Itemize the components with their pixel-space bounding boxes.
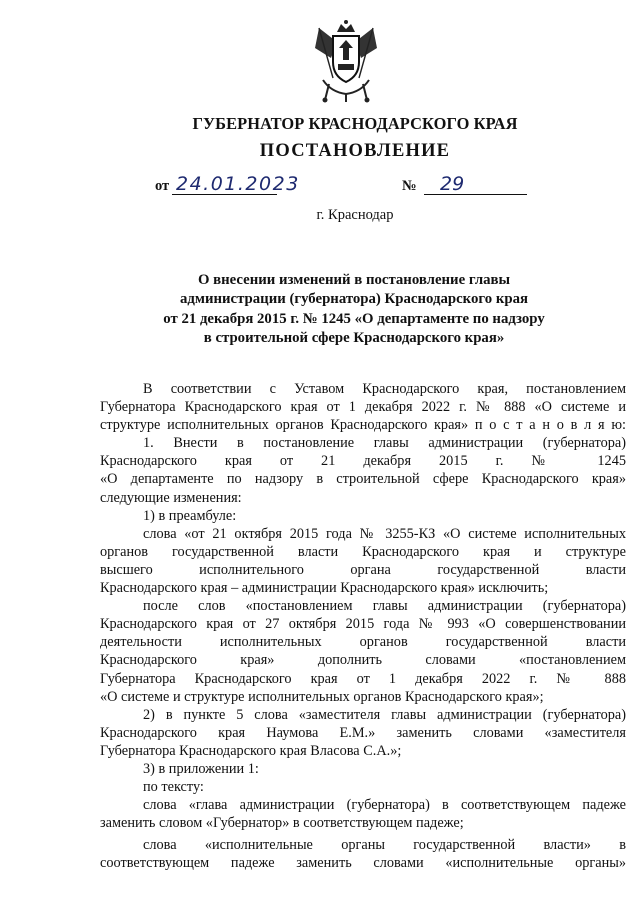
document-title — [130, 271, 578, 348]
number-label: № — [402, 178, 417, 194]
body-line: Губернатора Краснодарского края от 1 декабря 2022 г. № 888 — [100, 670, 626, 687]
body-line: Краснодарского края от 21 декабря 2015 г. № 1245 — [100, 453, 626, 470]
body-line: соответствующем падеже заменить словами «исполнительные органы» — [100, 855, 626, 872]
body-line: деятельности исполнительных органов государственной власти — [100, 634, 626, 651]
body-line: 2) в пункте 5 слова «заместителя главы администрации (губернатора) — [143, 706, 626, 723]
body-line: слова «исполнительные органы государственной власти» в — [143, 837, 626, 854]
body-line: «О системе и структуре исполнительных органов Краснодарского края»; — [100, 688, 544, 705]
body-line: слова «от 21 октября 2015 года № 3255-КЗ «О системе исполнительных — [143, 525, 626, 542]
body-line: Краснодарского края – администрации Краснодарского края» исключить; — [100, 580, 549, 597]
body-line: 3) в приложении 1: — [143, 760, 259, 777]
body-line: высшего исполнительного органа государственной власти — [100, 561, 626, 578]
document-body — [100, 380, 626, 873]
body-line: по тексту: — [143, 779, 204, 796]
body-line: следующие изменения: — [100, 489, 242, 506]
body-line: Губернатора Краснодарского края Власова С.А.»; — [100, 742, 402, 759]
body-line: слова «глава администрации (губернатора) в соответствующем падеже — [143, 797, 626, 814]
body-line: Краснодарского края Наумова Е.М.» заменить словами «заместителя — [100, 724, 626, 741]
body-line: 1. Внести в постановление главы администрации (губернатора) — [143, 435, 626, 452]
date-label: от — [155, 178, 170, 194]
issuing-authority: ГУБЕРНАТОР КРАСНОДАРСКОГО КРАЯ — [192, 114, 518, 133]
title-line: от 21 декабря 2015 г. № 1245 «О департаменте по надзору — [163, 310, 545, 327]
title-line: администрации (губернатора) Краснодарского края — [179, 291, 528, 308]
body-line: «О департаменте по надзору в строительной сфере Краснодарского края» — [100, 471, 626, 488]
coat-of-arms-icon — [311, 18, 381, 104]
title-line: О внесении изменений в постановление главы — [197, 272, 511, 288]
body-line: Краснодарского края от 27 октября 2015 года № 993 «О совершенствовании — [100, 616, 626, 633]
document-number: 29 — [440, 173, 465, 195]
body-line: органов государственной власти Краснодарского края и структуре — [100, 543, 626, 560]
title-line: в строительной сфере Краснодарского края» — [203, 329, 505, 346]
document-date: 24.01.2023 — [176, 173, 300, 195]
body-line: В соответствии с Уставом Краснодарского края, постановлением — [143, 381, 626, 397]
body-line: Краснодарского края» дополнить словами «постановлением — [100, 652, 626, 669]
body-line: заменить словом «Губернатор» в соответствующем падеже; — [100, 815, 464, 832]
body-line: после слов «постановлением главы администрации (губернатора) — [143, 598, 626, 615]
city-line: г. Краснодар — [316, 207, 394, 223]
body-line: структуре исполнительных органов Краснодарского края» п о с т а н о в л я ю: — [100, 417, 626, 434]
body-line: 1) в преамбуле: — [143, 507, 237, 524]
body-line: Губернатора Краснодарского края от 1 декабря 2022 г. № 888 «О системе и — [100, 399, 626, 416]
document-type: ПОСТАНОВЛЕНИЕ — [259, 141, 451, 161]
